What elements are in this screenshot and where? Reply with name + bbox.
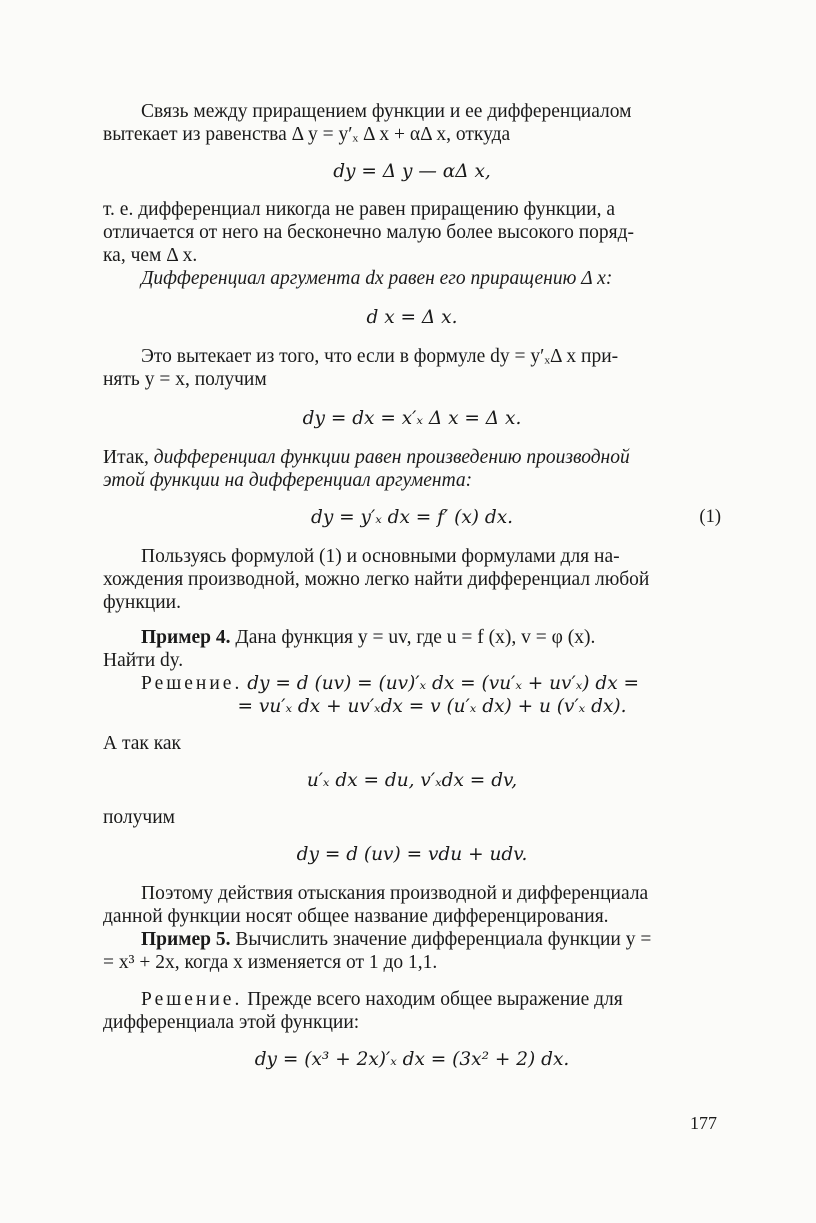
- text-line: Найти dy.: [103, 650, 184, 671]
- example-label: Пример 4.: [141, 627, 231, 648]
- formula: dy = (x³ + 2x)′ₓ dx = (3x² + 2) dx.: [254, 1049, 570, 1070]
- text-line: = x³ + 2x, когда x изменяется от 1 до 1,1.: [103, 952, 438, 973]
- text-line: А так как: [103, 733, 182, 754]
- text-line: получим: [103, 807, 175, 828]
- solution-line: [103, 672, 721, 695]
- formula: dy = d (uv) = (uv)′ₓ dx = (vu′ₓ + uv′ₓ) dx =: [247, 673, 640, 694]
- text-line: данной функции носят общее название дифференцирования.: [103, 906, 609, 927]
- formula: dy = Δ y — αΔ x,: [333, 161, 491, 182]
- text-line: вытекает из равенства Δ y = y′ₓ Δ x + αΔ x, откуда: [103, 124, 511, 145]
- solution-line: [103, 988, 721, 1011]
- example-text: Дана функция y = uv, где u = f (x), v = φ (x).: [235, 627, 596, 648]
- theorem-italic-line: этой функции на дифференциал аргумента:: [103, 470, 473, 491]
- example-label: Пример 5.: [141, 929, 231, 950]
- text-line: функции.: [103, 592, 181, 613]
- text-line: т. е. дифференциал никогда не равен приращению функции, а: [103, 199, 616, 220]
- text-line: ка, чем Δ x.: [103, 245, 198, 266]
- theorem-lead: Итак,: [103, 447, 149, 468]
- text-line: нять y = x, получим: [103, 369, 267, 390]
- definition-text: Дифференциал аргумента dx равен его приращению Δ x:: [141, 268, 613, 289]
- formula: = vu′ₓ dx + uv′ₓdx = v (u′ₓ dx) + u (v′ₓ dx).: [237, 696, 627, 717]
- text-line: хождения производной, можно легко найти дифференциал любой: [103, 569, 650, 590]
- formula: d x = Δ x.: [366, 307, 458, 328]
- numbered-formula: [103, 506, 721, 529]
- theorem-italic: дифференциал функции равен произведению производной: [153, 447, 630, 468]
- text-line: Пользуясь формулой (1) и основными формулами для на-: [141, 546, 620, 567]
- formula: dy = dx = x′ₓ Δ x = Δ x.: [302, 408, 522, 429]
- formula: dy = y′ₓ dx = f′ (x) dx.: [310, 507, 514, 528]
- solution-label: Решение.: [141, 673, 243, 694]
- formula: dy = d (uv) = vdu + udv.: [296, 844, 528, 865]
- text-line: дифференциала этой функции:: [103, 1012, 360, 1033]
- example-line: [103, 928, 721, 951]
- page-body: [103, 100, 721, 1071]
- text-line: Поэтому действия отыскания производной и дифференциала: [141, 883, 649, 904]
- text-line: Это вытекает из того, что если в формуле dy = y′ₓΔ x при-: [141, 346, 619, 367]
- page-number: 177: [690, 1113, 717, 1133]
- text-line: Связь между приращением функции и ее дифференциалом: [141, 101, 632, 122]
- solution-text: Прежде всего находим общее выражение для: [247, 989, 623, 1010]
- text-line: отличается от него на бесконечно малую более высокого поряд-: [103, 222, 635, 243]
- solution-label: Решение.: [141, 989, 243, 1010]
- equation-number: (1): [699, 507, 721, 527]
- example-line: [103, 626, 721, 649]
- formula: u′ₓ dx = du, v′ₓdx = dv,: [306, 770, 518, 791]
- example-text: Вычислить значение дифференциала функции y =: [235, 929, 652, 950]
- theorem-line: [103, 446, 721, 469]
